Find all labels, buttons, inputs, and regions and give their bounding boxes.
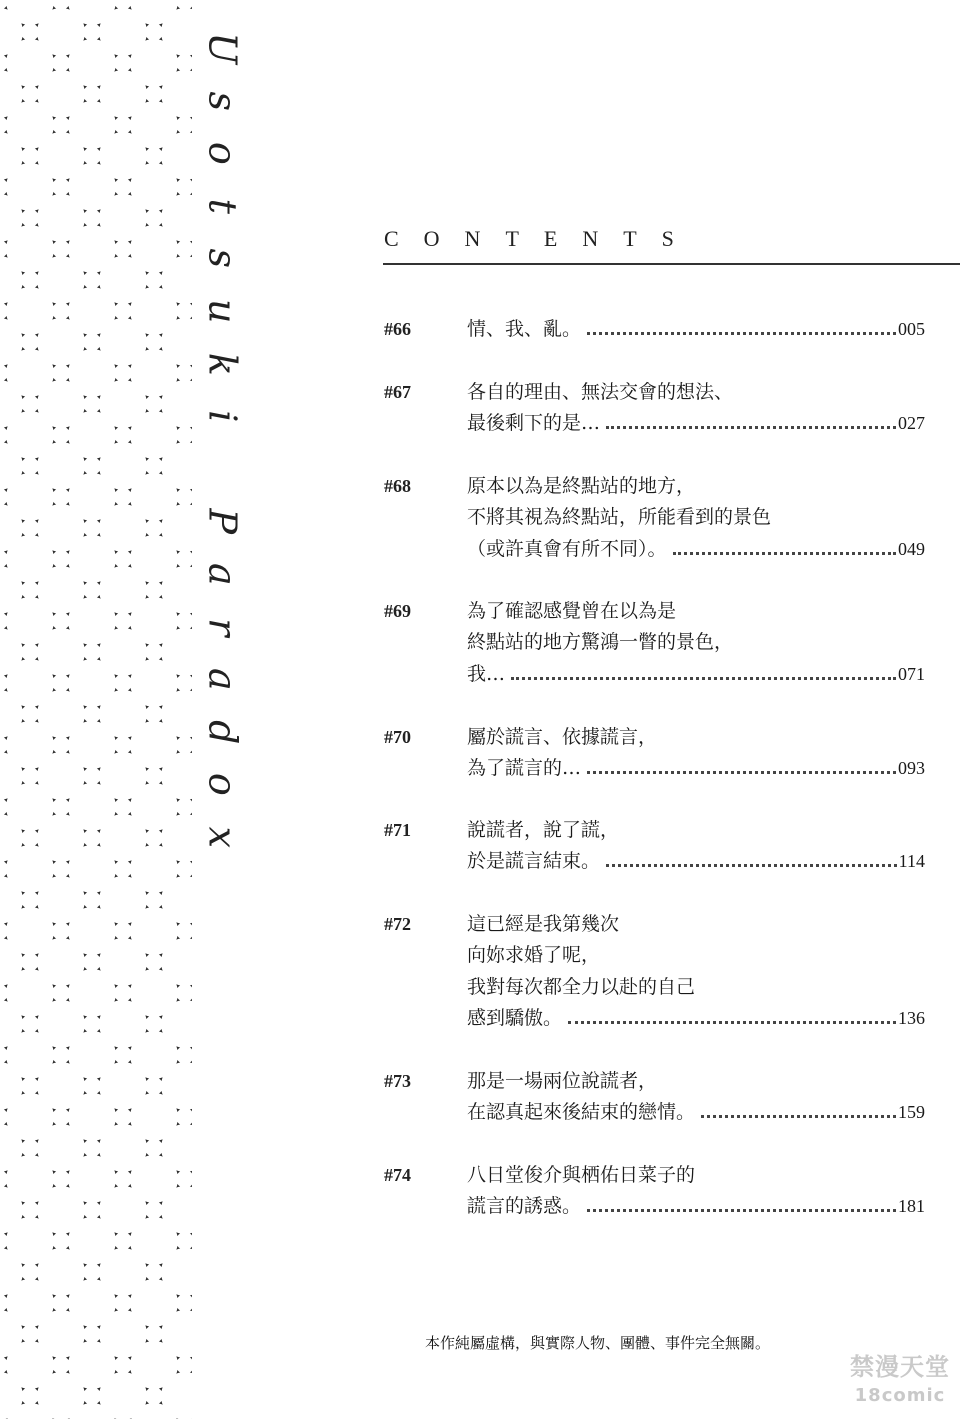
chapter-number: #72 <box>384 914 411 934</box>
chapter-title-line: 為了確認感覺曾在以為是 <box>467 600 677 622</box>
title-letter: o <box>200 773 245 797</box>
title-letter: s <box>200 91 245 111</box>
chapter-title-line <box>467 753 925 784</box>
chapter-title-line: 這已經是我第幾次 <box>467 913 620 935</box>
page-number: 005 <box>898 319 925 339</box>
chapter-title-line <box>467 659 925 690</box>
chapter-title-line <box>467 314 925 345</box>
contents-divider <box>383 263 960 265</box>
page-number: 049 <box>898 538 925 559</box>
page-number: 114 <box>898 851 925 872</box>
title-letter: i <box>200 410 245 423</box>
watermark-logo <box>844 1350 956 1416</box>
chapter-title-line <box>467 1097 925 1128</box>
chapter-number: #70 <box>384 727 411 747</box>
title-letter: t <box>200 198 245 214</box>
chapter-title-text: 為了謊言的… <box>467 757 582 780</box>
chapter-number: #66 <box>384 319 411 339</box>
title-letter: U <box>200 32 245 65</box>
chapter-number: #71 <box>384 820 411 840</box>
dot-leader <box>587 771 896 774</box>
page-number: 159 <box>898 1102 925 1123</box>
title-letter: o <box>200 142 245 165</box>
title-letter: d <box>200 719 245 745</box>
title-letter: r <box>200 617 245 636</box>
chapter-title-text: 我… <box>467 662 506 685</box>
watermark-line1: 禁漫天堂 <box>850 1353 950 1381</box>
chapter-title-line: 我對每次都全力以赴的自己 <box>467 975 696 998</box>
page-number: 093 <box>898 758 925 779</box>
chapter-title-line <box>467 846 925 877</box>
chapter-title-text: 最後剩下的是… <box>467 412 601 435</box>
page-number: 181 <box>898 1196 925 1217</box>
dot-leader <box>606 426 896 429</box>
decorative-pattern-strip <box>0 0 192 1419</box>
dot-leader <box>511 677 896 680</box>
page-number: 027 <box>898 413 925 434</box>
chapter-title-text: 情、我、亂。 <box>467 318 582 340</box>
title-space <box>196 443 249 495</box>
chapter-title-text: 謊言的誘惑。 <box>467 1195 582 1218</box>
chapter-title-line <box>467 1003 925 1034</box>
chapter-title-line: 各自的理由、無法交會的想法、 <box>467 381 734 403</box>
chapter-title-line: 原本以為是終點站的地方， <box>467 475 696 497</box>
chapter-number: #69 <box>384 601 411 621</box>
title-letter: u <box>200 299 245 324</box>
title-letter: P <box>200 508 245 535</box>
chapter-title-text: （或許真會有所不同）。 <box>467 537 667 560</box>
chapter-number: #74 <box>384 1165 411 1185</box>
page-number: 071 <box>898 663 925 684</box>
chapter-title-line: 八日堂俊介與栖佑日菜子的 <box>467 1164 696 1186</box>
vertical-series-title <box>196 22 248 864</box>
chapter-title-text: 在認真起來後結束的戀情。 <box>467 1101 696 1124</box>
fiction-disclaimer: 本作純屬虛構，與實際人物、團體、事件完全無關。 <box>425 1334 771 1352</box>
dot-leader <box>673 552 896 555</box>
chapter-title-line: 那是一場兩位說謊者， <box>467 1070 658 1092</box>
dot-leader <box>606 864 897 867</box>
page-number: 136 <box>898 1007 925 1028</box>
chapter-title-line: 向妳求婚了呢， <box>467 944 601 967</box>
chapter-title-text: 感到驕傲。 <box>467 1006 563 1029</box>
title-letter: x <box>200 826 245 848</box>
chapter-title-line <box>467 1191 925 1222</box>
chapter-title-line: 終點站的地方驚鴻一瞥的景色， <box>467 631 734 654</box>
chapter-number: #67 <box>384 382 411 402</box>
chapter-title-text: 於是謊言結束。 <box>467 850 601 873</box>
chapter-title-line <box>467 408 925 439</box>
chapter-number: #68 <box>384 476 411 496</box>
title-letter: a <box>200 668 245 691</box>
chapter-title-line: 不將其視為終點站，所能看到的景色 <box>467 506 772 529</box>
dot-leader <box>587 1209 896 1212</box>
title-letter: k <box>200 352 245 376</box>
watermark-line2: 18comic <box>854 1385 946 1406</box>
dot-leader <box>587 332 896 335</box>
title-letter: s <box>200 248 245 269</box>
contents-heading: CONTENTS <box>384 226 699 251</box>
chapter-title-line: 屬於謊言、依據謊言， <box>467 726 658 748</box>
chapter-title-line: 說謊者，說了謊， <box>467 819 620 841</box>
chapter-number: #73 <box>384 1071 411 1091</box>
title-letter: a <box>200 562 245 586</box>
dot-leader <box>568 1021 896 1024</box>
chapter-title-line <box>467 534 925 565</box>
dot-leader <box>701 1115 896 1118</box>
